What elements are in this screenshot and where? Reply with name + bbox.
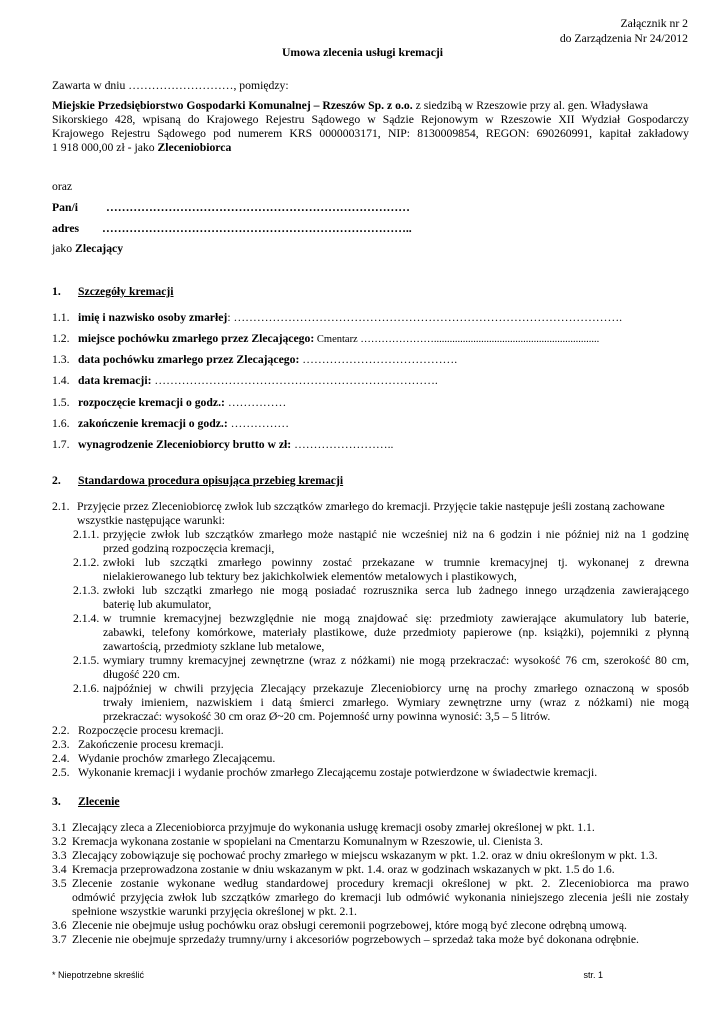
point-2-1-line-2: wszystkie następujące warunki: [77,514,225,527]
detail-label: imię i nazwisko osoby zmarłej [78,311,228,324]
item-line: Zlecenie nie obejmuje usług pochówku oraz obsługi ceremonii pogrzebowej, które mogą być zlecone odrębną umową. [72,919,627,932]
point-number: 2.2. [52,724,70,737]
as-prefix: jako [52,242,73,255]
subpoint-number: 2.1.4. [73,612,100,625]
detail-label: rozpoczęcie kremacji o godz.: [78,396,225,409]
subpoint-line: przed godziną rozpoczęcia kremacji, [103,542,275,555]
point-number: 2.3. [52,738,70,751]
detail-label: zakończenie kremacji o godz.: [78,417,228,430]
item-line: Kremacja wykonana zostanie w spopielani na Cmentarzu Komunalnym w Rzeszowie, ul. Cienista 3. [72,835,543,848]
subpoint-line: najpóźniej w chwili przyjęcia Zlecający przekazuje Zleceniobiorcy urnę na prochy zmarłego oznaczoną w sposób [103,682,689,695]
company-seat: z siedzibą w Rzeszowie przy al. gen. Władysława [415,99,649,112]
item-number: 1.4. [52,374,70,387]
item-number: 1.3. [52,353,70,366]
detail-label: data pochówku zmarłego przez Zlecającego: [78,353,300,366]
pan-name-field: …………………………………………………………………… [106,201,410,214]
client-role-line [52,242,123,256]
point-number: 2.5. [52,766,70,779]
detail-value-field: ………………………………………………………………. [151,374,438,387]
subpoint-number: 2.1.5. [73,654,100,667]
detail-line [78,417,289,431]
item-number: 1.2. [52,332,70,345]
item-line: spełnione wszystkie warunki przyjęcia określonej w pkt. 2.1. [72,905,357,918]
item-number: 3.2 [52,835,67,848]
detail-line [78,396,286,410]
item-number: 3.7 [52,933,67,946]
item-number: 1.5. [52,396,70,409]
address-field: …………………………………………………………………….. [102,222,412,235]
point-2-1-line-1: Przyjęcie przez Zleceniobiorcę zwłok lub szczątków zmarłego do kremacji. Przyjęcie takie następuje jeśli zostaną zachowane [77,500,665,513]
detail-value-field: …………… [227,417,290,430]
detail-value-field: …………… [224,396,287,409]
subpoint-number: 2.1.6. [73,682,100,695]
detail-value-field: : ………………………………………………………………………………………. [227,311,623,324]
footer-note: * Niepotrzebne skreślić [52,970,145,980]
subpoint-number: 2.1.2. [73,556,100,569]
item-line: Zlecający zleca a Zleceniobiorca przyjmuje do wykonania usługę kremacji osoby zmarłej określonej w pkt. 1.1. [72,821,595,834]
point-text: Wydanie prochów zmarłego Zlecającemu. [78,752,276,765]
item-line: odmówić przyjęcia zwłok lub szczątków zmarłego do kremacji lub odmówić wykonania niniejszego zlecenia jeśli nie zostały [72,891,689,904]
subpoint-line: trwały imieniem, nazwiskiem i datą śmierci zmarłego. Wymiary zewnętrzne urny (wraz z nóżkami) nie mogą [103,696,689,709]
subpoint-line: nielakierowanego lub tektury bez jakichkolwiek elementów metalowych i plastikowych, [103,570,517,583]
order-reference: do Zarządzenia Nr 24/2012 [559,32,688,45]
item-number: 3.6 [52,919,67,932]
item-number: 3.1 [52,821,67,834]
point-text: Rozpoczęcie procesu kremacji. [78,724,224,737]
detail-line [78,353,457,367]
subpoint-line: przekraczać: wysokość 30 cm oraz Ø~20 cm. Pojemność urny powinna wynosić: 3,5 – 5 litrów. [103,710,551,723]
company-name: Miejskie Przedsiębiorstwo Gospodarki Komunalnej – Rzeszów Sp. z o.o. [52,99,413,112]
item-number: 1.7. [52,438,70,451]
item-number: 3.4 [52,863,67,876]
detail-line [78,438,393,452]
detail-value-field: …………………….. [291,438,394,451]
subpoint-line: w trumnie kremacyjnej bezwzględnie nie mogą znajdować się: przedmioty zawierające akumulatory lub baterie, [103,612,689,625]
subpoint-line: długość 220 cm. [103,668,180,681]
client-role: Zlecający [75,242,124,255]
item-number: 1.6. [52,417,70,430]
item-line: Zlecający zobowiązuje się pochować prochy zmarłego w miejscu wskazanym w pkt. 1.2. oraz w dniu określonym w pkt. 1.3. [72,849,658,862]
company-line-3: Krajowego Rejestru Sądowego pod numerem KRS 0000003171, NIP: 8130009854, REGON: 690260991, kapitał zakładowy [52,127,689,140]
point-text: Zakończenie procesu kremacji. [78,738,224,751]
section2-number: 2. [52,474,61,487]
page-number: str. 1 [583,970,603,980]
section2-title: Standardowa procedura opisująca przebieg kremacji [78,474,344,487]
item-line: Kremacja przeprowadzona zostanie w dniu wskazanym w pkt. 1.4. oraz w godzinach wskazanych w pkt. 1.5 do 1.6. [72,863,615,876]
detail-label: data kremacji: [78,374,152,387]
attachment-label: Załącznik nr 2 [620,17,688,30]
detail-line [78,311,622,325]
company-line-2: Sikorskiego 428, wpisaną do Krajowego Rejestru Sądowego w Sądzie Rejonowym w Rzeszowie XII Wydział Gospodarczy [52,113,689,126]
subpoint-line: zwłoki lub szczątki zmarłego powinny zostać przekazane w trumnie kremacyjnej tj. wykonanej z drewna [103,556,689,569]
section3-number: 3. [52,795,61,808]
section1-title: Szczegóły kremacji [78,285,174,298]
contractor-role: Zleceniobiorca [157,141,232,154]
item-number: 1.1. [52,311,70,324]
subpoint-line: baterię lub akumulator, [103,598,212,611]
point-number: 2.4. [52,752,70,765]
subpoint-number: 2.1.3. [73,584,100,597]
subpoint-line: przyjęcie zwłok lub szczątków zmarłego może nastąpić nie wcześniej niż na 6 godzin i nie później niż na 1 godzinę [103,528,689,541]
document-title: Umowa zlecenia usługi kremacji [281,46,444,59]
detail-line [78,332,599,347]
subpoint-line: zwłoki lub szczątki zmarłego nie mogą posiadać rozrusznika serca lub żadnego innego urządzenia zawierającego [103,584,689,597]
subpoint-line: wymiary trumny kremacyjnej zewnętrzne (wraz z nóżkami) nie mogą przekraczać: wysokość 76 cm, szerokość 80 cm, [103,654,689,667]
subpoint-number: 2.1.1. [73,528,100,541]
item-number: 3.5 [52,877,67,890]
detail-value-field: Cmentarz …………………............................................................... [314,334,600,345]
item-number: 3.3 [52,849,67,862]
section3-title: Zlecenie [78,795,120,808]
detail-label: miejsce pochówku zmarłego przez Zlecającego: [78,332,315,345]
address-label: adres [52,222,80,235]
point-text: Wykonanie kremacji i wydanie prochów zmarłego Zlecającemu zostaje potwierdzone w świadectwie kremacji. [78,766,598,779]
detail-line [78,374,438,388]
company-capital: 1 918 000,00 zł - jako [52,141,155,154]
point-2-1-number: 2.1. [52,500,70,513]
concluded-date-line: Zawarta w dniu ………………………, pomiędzy: [52,79,289,92]
company-line-1 [52,99,689,113]
detail-value-field: …………………………………. [299,353,458,366]
subpoint-line: zawartością, przedmioty szklane lub metalowe, [103,640,325,653]
company-line-4 [52,141,231,155]
item-line: Zlecenie nie obejmuje sprzedaży trumny/urny i akcesoriów pogrzebowych – sprzedaż taka może być dokonana odrębnie. [72,933,639,946]
item-line: Zlecenie zostanie wykonane według standardowej procedury kremacji określonej w pkt. 2. Zleceniobiorca ma prawo [72,877,689,890]
detail-label: wynagrodzenie Zleceniobiorcy brutto w zł: [78,438,292,451]
section1-number: 1. [52,285,61,298]
and-word: oraz [52,180,73,193]
pan-label: Pan/i [52,201,78,214]
subpoint-line: zabawki, telefony komórkowe, materiały plastikowe, duże przedmioty papierowe (np. książki), pojemniki z płynną [103,626,689,639]
